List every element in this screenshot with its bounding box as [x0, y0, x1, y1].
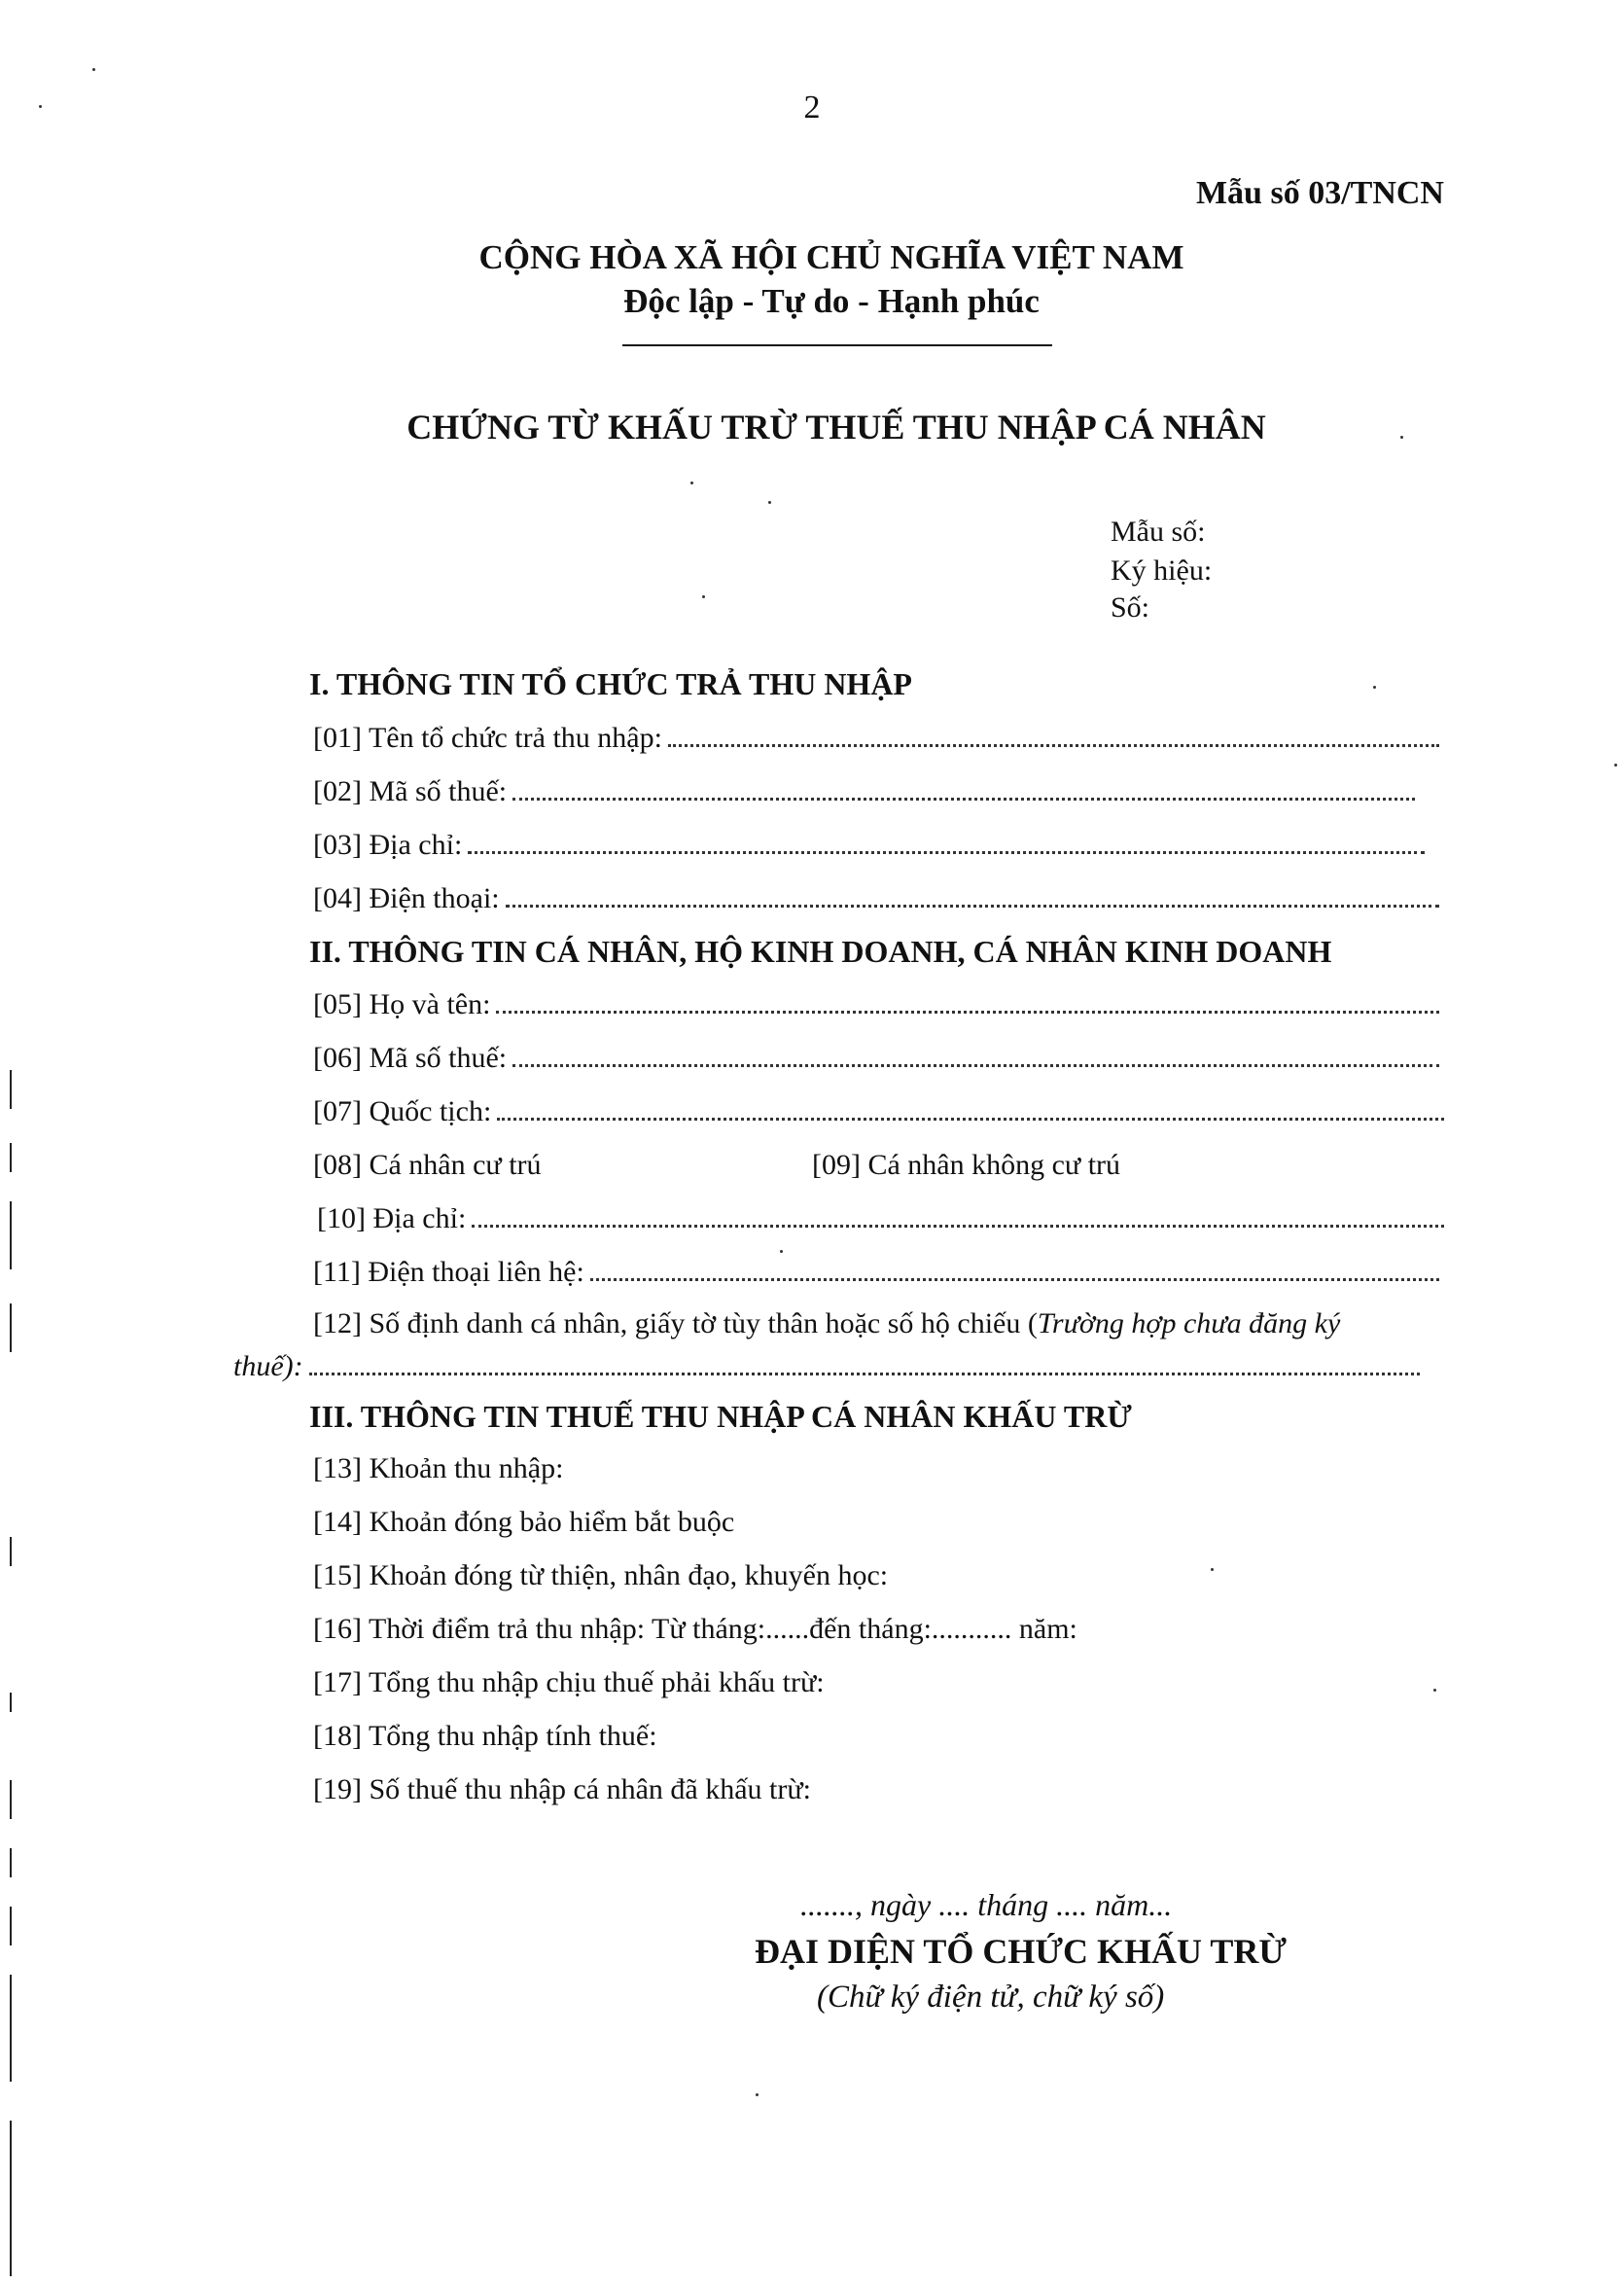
- scan-margin-mark: [10, 1975, 12, 2082]
- field-12-text: [12] Số định danh cá nhân, giấy tờ tùy thân hoặc số hộ chiếu (: [313, 1307, 1038, 1339]
- scan-margin-mark: [10, 1848, 12, 1877]
- scan-speck: [1373, 686, 1376, 689]
- form-code: Mẫu số 03/TNCN: [1195, 175, 1444, 211]
- field-10-label: [10] Địa chỉ:: [317, 1202, 467, 1234]
- field-04-label: [04] Điện thoại:: [313, 882, 500, 914]
- section-2-heading: II. THÔNG TIN CÁ NHÂN, HỘ KINH DOANH, CÁ NHÂN KINH DOANH: [309, 934, 1332, 969]
- field-12-italic-note: Trường hợp chưa đăng ký: [1037, 1307, 1341, 1339]
- field-07-nationality[interactable]: [313, 1095, 1444, 1128]
- scan-speck: [756, 2093, 759, 2096]
- field-11-contact-phone[interactable]: [313, 1256, 1439, 1289]
- field-15-charity[interactable]: [15] Khoản đóng từ thiện, nhân đạo, khuyến học:: [313, 1559, 889, 1591]
- scan-speck: [92, 68, 95, 71]
- field-03-address[interactable]: [313, 829, 1425, 862]
- signature-title: ĐẠI DIỆN TỔ CHỨC KHẤU TRỪ: [755, 1932, 1288, 1971]
- scan-margin-mark: [10, 1907, 12, 1945]
- scan-margin-mark: [10, 1780, 12, 1819]
- fill-line: [309, 1373, 1420, 1375]
- scan-speck: [1211, 1568, 1214, 1571]
- field-10-address[interactable]: [317, 1202, 1444, 1235]
- scan-speck: [780, 1250, 783, 1253]
- field-13-income[interactable]: [13] Khoản thu nhập:: [313, 1452, 564, 1484]
- field-08-resident[interactable]: [08] Cá nhân cư trú: [313, 1149, 542, 1181]
- field-17-taxable-income[interactable]: [17] Tổng thu nhập chịu thuế phải khấu trừ:: [313, 1666, 825, 1698]
- page-number: 2: [803, 89, 821, 125]
- scan-margin-mark: [10, 1537, 12, 1566]
- scan-speck: [39, 105, 42, 108]
- scan-speck: [690, 482, 693, 484]
- motto-underline: [622, 344, 1052, 346]
- field-05-label: [05] Họ và tên:: [313, 988, 491, 1020]
- field-14-insurance[interactable]: [14] Khoản đóng bảo hiểm bắt buộc: [313, 1506, 735, 1538]
- field-06-tax-code[interactable]: [313, 1042, 1439, 1075]
- field-18-assessable-income[interactable]: [18] Tổng thu nhập tính thuế:: [313, 1720, 657, 1752]
- fill-line: [512, 798, 1415, 801]
- field-01-payer-name[interactable]: [313, 722, 1439, 755]
- field-07-label: [07] Quốc tịch:: [313, 1095, 492, 1127]
- field-19-tax-withheld[interactable]: [19] Số thuế thu nhập cá nhân đã khấu trừ:: [313, 1773, 811, 1805]
- national-motto: Độc lập - Tự do - Hạnh phúc: [623, 282, 1040, 320]
- field-05-full-name[interactable]: [313, 988, 1439, 1021]
- fill-line: [497, 1118, 1444, 1121]
- meta-symbol: Ký hiệu:: [1111, 554, 1213, 587]
- field-02-label: [02] Mã số thuế:: [313, 775, 508, 807]
- field-12-id-number-label: [313, 1307, 1340, 1340]
- scan-speck: [1400, 436, 1403, 439]
- field-12-continuation: thuế):: [233, 1350, 303, 1382]
- field-02-tax-code[interactable]: [313, 775, 1415, 808]
- section-1-heading: I. THÔNG TIN TỔ CHỨC TRẢ THU NHẬP: [309, 666, 912, 701]
- scan-margin-mark: [10, 1201, 12, 1269]
- field-12-id-number[interactable]: [233, 1350, 1420, 1383]
- scan-margin-mark: [10, 1143, 12, 1172]
- document-title: CHỨNG TỪ KHẤU TRỪ THUẾ THU NHẬP CÁ NHÂN: [406, 408, 1266, 446]
- scan-speck: [768, 501, 771, 504]
- signature-note: (Chữ ký điện tử, chữ ký số): [817, 1980, 1165, 2015]
- meta-form-no: Mẫu số:: [1111, 516, 1206, 548]
- fill-line: [472, 1225, 1444, 1228]
- field-11-label: [11] Điện thoại liên hệ:: [313, 1256, 584, 1288]
- field-16-payment-period[interactable]: [16] Thời điểm trả thu nhập: Từ tháng:......đến tháng:........... năm:: [313, 1613, 1077, 1645]
- scan-margin-mark: [10, 2121, 12, 2276]
- scan-speck: [1614, 764, 1617, 767]
- field-03-label: [03] Địa chỉ:: [313, 829, 463, 861]
- scan-margin-mark: [10, 1070, 12, 1109]
- fill-line: [668, 744, 1439, 747]
- national-title: CỘNG HÒA XÃ HỘI CHỦ NGHĨA VIỆT NAM: [478, 238, 1184, 276]
- fill-line: [496, 1011, 1439, 1014]
- scan-margin-mark: [10, 1303, 12, 1352]
- field-04-phone[interactable]: [313, 882, 1439, 915]
- meta-number: Số:: [1111, 591, 1150, 624]
- fill-line: [590, 1278, 1439, 1281]
- field-09-non-resident[interactable]: [09] Cá nhân không cư trú: [812, 1149, 1121, 1181]
- fill-line: [512, 1064, 1439, 1067]
- section-3-heading: III. THÔNG TIN THUẾ THU NHẬP CÁ NHÂN KHẤU TRỪ: [309, 1399, 1132, 1434]
- field-01-label: [01] Tên tổ chức trả thu nhập:: [313, 722, 662, 754]
- scan-speck: [702, 595, 705, 598]
- field-06-label: [06] Mã số thuế:: [313, 1042, 508, 1074]
- fill-line: [468, 851, 1425, 854]
- scan-margin-mark: [10, 1693, 12, 1712]
- scan-speck: [1433, 1689, 1436, 1692]
- fill-line: [506, 905, 1439, 908]
- signature-date-line: ......., ngày .... tháng .... năm...: [800, 1887, 1173, 1922]
